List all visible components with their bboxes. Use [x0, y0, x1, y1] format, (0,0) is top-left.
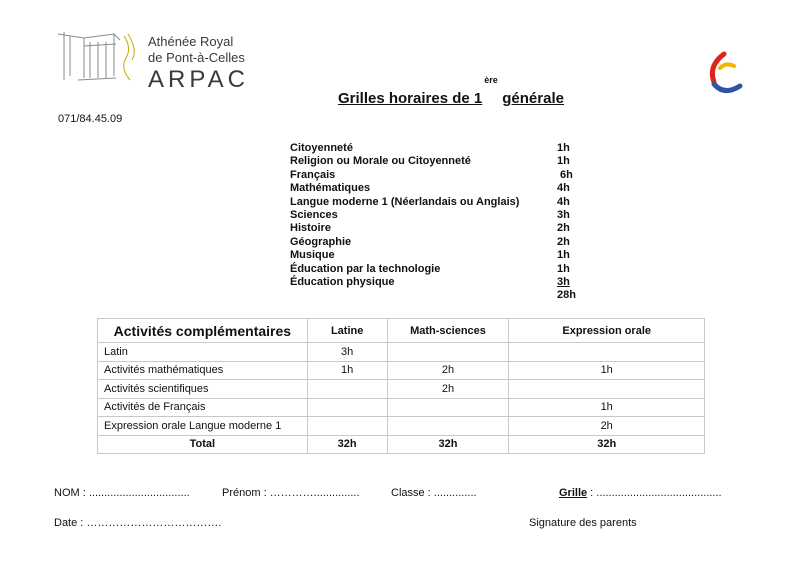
classe-field[interactable]: Classe : .............. [391, 487, 477, 499]
table-cell [509, 380, 705, 399]
subject-row [290, 263, 590, 276]
title-suffix: générale [502, 90, 564, 107]
table-cell [387, 343, 509, 362]
subject-hours: 4h [557, 195, 570, 208]
subject-name: Musique [290, 249, 335, 262]
activity-name: Activités de Français [98, 398, 308, 417]
subject-row [290, 222, 590, 235]
subject-name: Citoyenneté [290, 142, 353, 154]
table-cell [307, 398, 387, 417]
subject-hours: 2h [557, 222, 570, 235]
column-header: Expression orale [509, 319, 705, 343]
federation-wallonie-bruxelles-logo-icon [706, 50, 744, 96]
grille-label: Grille [559, 487, 588, 499]
subjects-list [290, 142, 590, 303]
prenom-field[interactable]: Prénom : …………............... [222, 487, 360, 499]
table-cell [307, 380, 387, 399]
table-cell [307, 417, 387, 436]
subject-hours: 1h [557, 142, 570, 154]
subject-hours: 3h [557, 275, 570, 288]
table-cell: 1h [509, 361, 705, 380]
subject-name: Histoire [290, 222, 331, 235]
school-name-line1: Athénée Royal [148, 34, 234, 49]
subject-name: Langue moderne 1 (Néerlandais ou Anglais) [290, 195, 520, 208]
total-cell: 32h [509, 435, 705, 454]
total-label: Total [98, 435, 308, 454]
subject-row [290, 209, 590, 222]
subject-row [290, 236, 590, 249]
subjects-total-hours: 28h [557, 289, 576, 302]
subjects-total-row [290, 289, 590, 302]
date-field[interactable]: Date : ………………………………. [54, 517, 222, 529]
subject-row [290, 249, 590, 262]
phone-number: 071/84.45.09 [58, 113, 123, 125]
school-name-line2: de Pont-à-Celles [148, 50, 245, 65]
activities-table [97, 318, 705, 454]
subject-hours: 1h [557, 249, 570, 262]
activity-name: Activités mathématiques [98, 361, 308, 380]
table-cell [387, 417, 509, 436]
table-cell: 2h [387, 380, 509, 399]
school-name-block [148, 34, 249, 93]
table-total-row [98, 435, 705, 454]
total-cell: 32h [307, 435, 387, 454]
subject-name: Sciences [290, 208, 338, 221]
subject-name: Français [290, 168, 336, 181]
page-title [338, 75, 564, 107]
grille-field[interactable] [559, 487, 722, 499]
activity-name: Latin [98, 343, 308, 362]
column-header: Activités complémentaires [98, 319, 308, 343]
column-header: Math-sciences [387, 319, 509, 343]
subject-name: Éducation par la technologie [290, 262, 441, 275]
title-prefix: Grilles horaires de 1 [338, 90, 483, 107]
subject-row [290, 142, 590, 155]
table-row [98, 343, 705, 362]
table-row [98, 398, 705, 417]
subject-hours: 3h [557, 208, 570, 221]
school-acronym: ARPAC [148, 66, 249, 93]
title-superscript: ère [484, 75, 498, 85]
activity-name: Expression orale Langue moderne 1 [98, 417, 308, 436]
school-building-logo-icon [54, 28, 140, 88]
subject-row [290, 276, 590, 289]
subject-row [290, 182, 590, 195]
table-row [98, 380, 705, 399]
table-cell: 1h [509, 398, 705, 417]
table-cell [509, 343, 705, 362]
table-cell: 1h [307, 361, 387, 380]
activity-name: Activités scientifiques [98, 380, 308, 399]
subject-row [290, 155, 590, 168]
table-row [98, 417, 705, 436]
subject-hours: 1h [557, 262, 570, 275]
subject-name: Mathématiques [290, 182, 371, 195]
subject-name: Géographie [290, 235, 352, 248]
table-cell: 2h [387, 361, 509, 380]
subject-hours: 2h [557, 235, 570, 248]
nom-field[interactable]: NOM : ................................. [54, 487, 190, 499]
table-header-row [98, 319, 705, 343]
subject-name: Religion ou Morale ou Citoyenneté [290, 155, 471, 168]
column-header: Latine [307, 319, 387, 343]
table-cell [387, 398, 509, 417]
table-cell: 3h [307, 343, 387, 362]
subject-row [290, 169, 590, 182]
signature-label: Signature des parents [529, 517, 637, 529]
subject-hours: 4h [557, 182, 570, 195]
grille-dots: : ......................................... [587, 487, 722, 499]
subject-hours: 1h [557, 155, 570, 168]
subject-name: Éducation physique [290, 275, 395, 288]
subject-hours: 6h [557, 168, 573, 181]
subject-row [290, 196, 590, 209]
table-row [98, 361, 705, 380]
total-cell: 32h [387, 435, 509, 454]
table-cell: 2h [509, 417, 705, 436]
